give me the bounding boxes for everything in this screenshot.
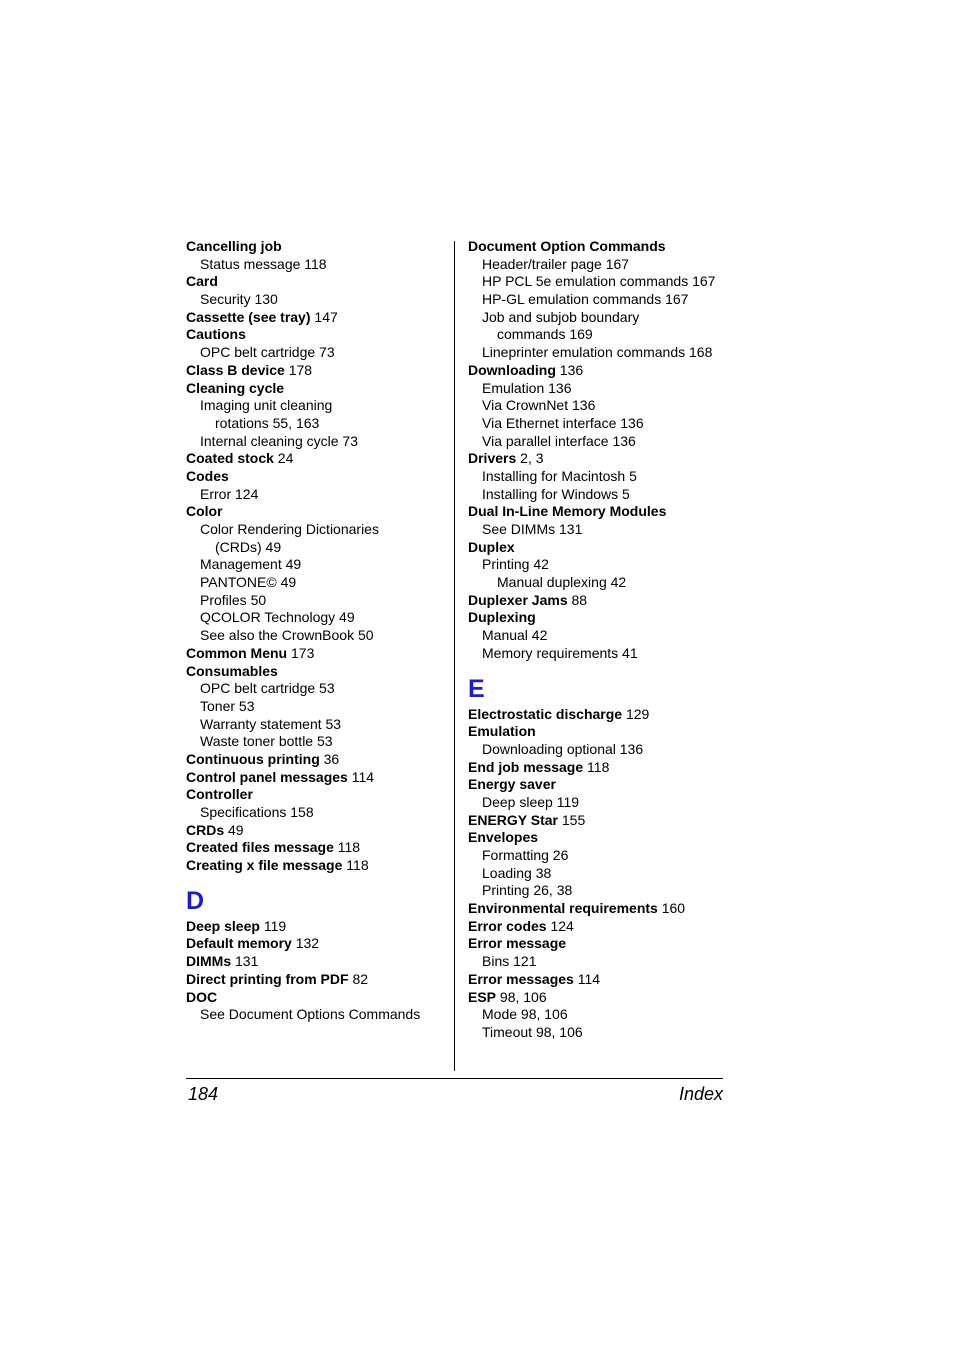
index-subentry <box>468 415 738 433</box>
index-term: Electrostatic discharge <box>468 705 623 722</box>
index-reference: Emulation 136 <box>482 379 572 396</box>
index-reference: See DIMMs 131 <box>482 521 583 537</box>
index-subentry <box>186 627 448 645</box>
index-entry <box>468 503 738 521</box>
index-subentry <box>186 256 448 274</box>
index-reference: 114 <box>347 768 375 785</box>
index-reference: QCOLOR Technology 49 <box>200 609 355 626</box>
index-entry <box>468 238 738 256</box>
index-subentry <box>186 609 448 627</box>
index-reference: Status message 118 <box>200 255 327 272</box>
index-subentry <box>186 733 448 751</box>
index-entry <box>186 309 448 327</box>
index-term: Codes <box>186 467 229 484</box>
index-term: Duplex <box>468 538 515 555</box>
index-subentry <box>468 847 738 865</box>
index-reference: Installing for Macintosh 5 <box>482 467 637 484</box>
index-entry <box>186 822 448 840</box>
index-term: Consumables <box>186 662 278 679</box>
index-entry <box>186 273 448 291</box>
index-reference: Formatting 26 <box>482 847 569 863</box>
index-term: Error message <box>468 935 567 952</box>
index-entry <box>186 971 448 989</box>
index-reference: Timeout 98, 106 <box>482 1023 583 1040</box>
index-subentry <box>468 1024 738 1042</box>
index-subentry <box>468 882 738 900</box>
index-term: Direct printing from PDF <box>186 970 349 987</box>
index-term: DIMMs <box>186 953 232 970</box>
index-entry <box>468 829 738 847</box>
index-subentry <box>468 521 738 539</box>
index-subentry <box>468 574 738 592</box>
index-term: Document Option Commands <box>468 238 666 254</box>
index-reference: 173 <box>287 644 315 661</box>
index-subentry <box>468 433 738 451</box>
index-reference: Internal cleaning cycle 73 <box>200 432 358 449</box>
index-reference: Downloading optional 136 <box>482 740 644 757</box>
index-column-left <box>186 238 448 1024</box>
index-reference: 118 <box>333 839 361 856</box>
index-entry <box>186 663 448 681</box>
index-subentry <box>468 645 738 663</box>
index-subentry <box>468 344 738 362</box>
index-reference: 131 <box>231 953 259 970</box>
letter-heading: E <box>468 674 485 703</box>
index-entry <box>186 953 448 971</box>
index-subentry <box>186 680 448 698</box>
index-term: Class B device <box>186 361 285 378</box>
index-entry <box>186 362 448 380</box>
index-entry <box>468 900 738 918</box>
index-reference: 118 <box>342 857 369 874</box>
index-reference: Mode 98, 106 <box>482 1006 568 1023</box>
index-reference: Header/trailer page 167 <box>482 255 630 272</box>
column-divider <box>454 241 455 1071</box>
index-term: Environmental requirements <box>468 900 658 917</box>
index-reference: 178 <box>284 361 313 378</box>
index-reference: Manual duplexing 42 <box>497 574 627 591</box>
index-term: Emulation <box>468 723 536 740</box>
index-subentry <box>186 539 448 557</box>
index-reference: Bins 121 <box>482 953 537 970</box>
footer-rule <box>186 1078 723 1079</box>
index-entry <box>186 918 448 936</box>
index-subentry <box>186 698 448 716</box>
index-term: Duplexer Jams <box>468 591 568 608</box>
index-reference: Via parallel interface 136 <box>482 432 636 449</box>
index-subentry <box>468 309 738 327</box>
index-subentry <box>186 397 448 415</box>
index-reference: Error 124 <box>200 485 259 502</box>
index-column-right <box>468 238 738 1042</box>
index-entry <box>468 776 738 794</box>
index-reference: 119 <box>259 917 287 934</box>
index-subentry <box>186 574 448 592</box>
index-reference: 88 <box>567 591 588 608</box>
index-reference: HP-GL emulation commands 167 <box>482 291 689 308</box>
index-reference: 114 <box>573 970 601 987</box>
index-reference: rotations 55, 163 <box>215 414 320 431</box>
index-subentry <box>186 592 448 610</box>
index-entry <box>186 238 448 256</box>
index-entry <box>468 759 738 777</box>
index-term: Creating x file message <box>186 857 343 874</box>
index-reference: Via Ethernet interface 136 <box>482 414 644 431</box>
index-term: Color <box>186 503 223 520</box>
index-reference: See Document Options Commands <box>200 1006 421 1023</box>
index-reference: Job and subjob boundary <box>482 308 640 325</box>
index-subentry <box>186 521 448 539</box>
index-subentry <box>468 256 738 274</box>
index-reference: 49 <box>224 821 244 838</box>
index-term: Card <box>186 273 218 290</box>
index-entry <box>186 450 448 468</box>
index-reference: Loading 38 <box>482 864 552 881</box>
index-entry <box>468 812 738 830</box>
index-reference: 147 <box>310 308 338 325</box>
index-term: Cassette (see tray) <box>186 308 311 325</box>
index-subentry <box>186 486 448 504</box>
index-entry <box>468 918 738 936</box>
index-entry <box>186 326 448 344</box>
page-number: 184 <box>188 1084 219 1104</box>
index-subentry <box>186 1006 448 1024</box>
index-term: Coated stock <box>186 450 274 467</box>
index-reference: 132 <box>291 935 320 952</box>
index-term: Energy saver <box>468 776 556 793</box>
index-subentry <box>186 556 448 574</box>
index-reference: 155 <box>558 811 586 828</box>
index-term: Common Menu <box>186 644 288 661</box>
index-entry <box>186 751 448 769</box>
index-entry <box>186 503 448 521</box>
index-term: ENERGY Star <box>468 811 558 828</box>
index-term: Duplexing <box>468 609 536 626</box>
index-reference: OPC belt cartridge 53 <box>200 680 335 697</box>
index-entry <box>186 786 448 804</box>
index-reference: 129 <box>622 705 650 722</box>
index-reference: Installing for Windows 5 <box>482 485 630 502</box>
index-entry <box>186 989 448 1007</box>
index-reference: Printing 42 <box>482 556 549 573</box>
index-subentry <box>468 627 738 645</box>
index-entry <box>186 839 448 857</box>
index-reference: OPC belt cartridge 73 <box>200 344 335 361</box>
index-entry <box>186 857 448 875</box>
index-entry <box>468 723 738 741</box>
index-entry <box>468 592 738 610</box>
index-subentry <box>468 468 738 486</box>
index-subentry <box>468 486 738 504</box>
index-term: Default memory <box>186 935 292 952</box>
index-reference: 124 <box>546 917 574 934</box>
index-term: Error messages <box>468 970 574 987</box>
index-subentry <box>468 326 738 344</box>
index-subentry <box>186 433 448 451</box>
index-reference: Lineprinter emulation commands 168 <box>482 344 713 361</box>
index-term: Cautions <box>186 326 246 343</box>
index-term: Continuous printing <box>186 750 320 767</box>
index-subentry <box>468 741 738 759</box>
index-term: Deep sleep <box>186 917 260 934</box>
index-term: Controller <box>186 786 253 803</box>
index-subentry <box>468 397 738 415</box>
index-entry <box>186 935 448 953</box>
index-reference: Warranty statement 53 <box>200 715 342 732</box>
index-entry <box>468 450 738 468</box>
index-reference: Deep sleep 119 <box>482 793 580 810</box>
index-reference: PANTONE© 49 <box>200 574 297 591</box>
index-reference: See also the CrownBook 50 <box>200 627 374 644</box>
index-entry <box>468 971 738 989</box>
index-term: Drivers <box>468 450 517 467</box>
index-entry <box>186 645 448 663</box>
index-subentry <box>186 415 448 433</box>
index-term: End job message <box>468 758 584 775</box>
index-reference: Management 49 <box>200 556 302 573</box>
index-entry <box>468 609 738 627</box>
index-subentry <box>468 380 738 398</box>
index-reference: Specifications 158 <box>200 804 314 820</box>
index-subentry <box>468 953 738 971</box>
index-entry <box>468 362 738 380</box>
index-reference: HP PCL 5e emulation commands 167 <box>482 273 716 290</box>
index-reference: 118 <box>583 758 610 775</box>
index-entry <box>186 468 448 486</box>
index-subentry <box>186 716 448 734</box>
index-reference: Waste toner bottle 53 <box>200 733 333 750</box>
index-reference: 98, 106 <box>496 988 547 1005</box>
index-entry <box>468 706 738 724</box>
index-term: Dual In-Line Memory Modules <box>468 503 667 520</box>
index-entry <box>186 380 448 398</box>
index-subentry <box>186 291 448 309</box>
index-entry <box>468 989 738 1007</box>
index-reference: (CRDs) 49 <box>215 538 282 555</box>
index-reference: 24 <box>273 450 294 467</box>
index-subentry <box>468 865 738 883</box>
index-reference: Manual 42 <box>482 627 548 644</box>
index-reference: 36 <box>319 750 340 767</box>
index-subentry <box>468 556 738 574</box>
index-reference: Printing 26, 38 <box>482 882 573 899</box>
index-reference: Color Rendering Dictionaries <box>200 521 379 537</box>
index-term: Cleaning cycle <box>186 379 285 396</box>
index-term: Error codes <box>468 917 547 934</box>
index-subentry <box>186 804 448 822</box>
index-reference: Memory requirements 41 <box>482 644 638 661</box>
index-term: DOC <box>186 988 218 1005</box>
index-reference: Security 130 <box>200 291 278 308</box>
index-reference: commands 169 <box>497 326 593 343</box>
section-title: Index <box>678 1084 723 1104</box>
index-term: ESP <box>468 988 497 1005</box>
index-term: Control panel messages <box>186 768 348 785</box>
index-entry <box>468 539 738 557</box>
index-term: Cancelling job <box>186 238 282 254</box>
index-reference: 136 <box>555 361 584 378</box>
index-term: Downloading <box>468 361 556 378</box>
index-reference: Via CrownNet 136 <box>482 397 596 414</box>
index-reference: Toner 53 <box>200 697 255 714</box>
index-reference: 160 <box>657 900 686 917</box>
index-subentry <box>186 344 448 362</box>
index-subentry <box>468 794 738 812</box>
index-reference: Profiles 50 <box>200 591 267 608</box>
index-entry <box>186 769 448 787</box>
index-reference: 2, 3 <box>516 450 544 467</box>
index-reference: Imaging unit cleaning <box>200 397 333 414</box>
index-subentry <box>468 291 738 309</box>
index-term: CRDs <box>186 821 225 838</box>
index-entry <box>468 935 738 953</box>
index-subentry <box>468 1006 738 1024</box>
index-term: Created files message <box>186 839 334 856</box>
index-reference: 82 <box>348 970 369 987</box>
index-term: Envelopes <box>468 829 539 846</box>
index-subentry <box>468 273 738 291</box>
letter-heading: D <box>186 886 205 915</box>
